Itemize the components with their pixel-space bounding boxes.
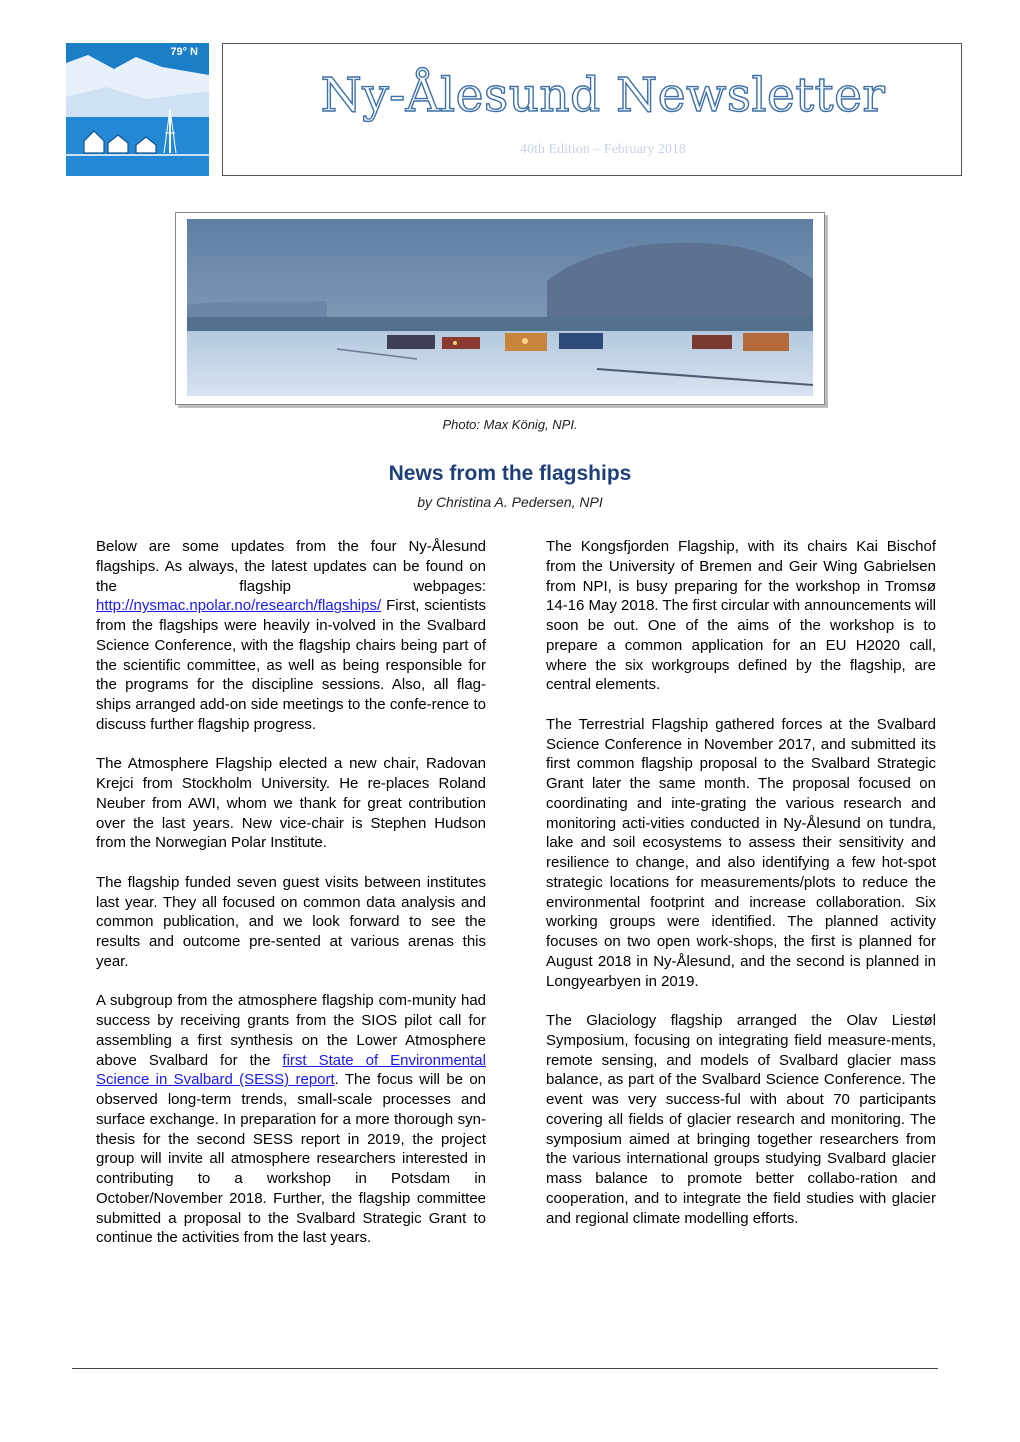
- right-column: [546, 537, 936, 1248]
- cover-photo: [187, 219, 813, 396]
- paragraph-text: . The focus will be on observed long-term trends, small-scale processes and surface exchange. In preparation for a more thorough syn-thesis for the second SESS report in 2019, the project group will invite all atmosphere researchers interested in contributing to a workshop in Potsdam in October/November 2018. Further, the flagship committee submitted a proposal to the Svalbard Strategic Grant to continue the activities from the last years.: [96, 1071, 486, 1247]
- photo-caption: Photo: Max König, NPI.: [442, 417, 578, 432]
- masthead-box: [222, 43, 962, 176]
- paragraph: [96, 991, 486, 1248]
- latitude-badge: 79° N: [170, 46, 198, 58]
- paragraph: The Glaciology flagship arranged the Olav Liestøl Symposium, focusing on integrating field measure-ments, remote sensing, and models of Svalbard glacier mass balance, as part of the Svalbard Science Conference. The event was very success-ful with about 70 participants covering all fields of glacier research and monitoring. The symposium aimed at bringing together researchers from the various international groups studying Svalbard glacier mass balance to promote better collabo-ration and cooperation, and to integrate the field studies with glacier and regional climate modelling efforts.: [546, 1012, 936, 1227]
- article-title: News from the flagships: [388, 462, 632, 485]
- newsletter-logo: [66, 43, 209, 176]
- footer-divider: [72, 1368, 938, 1369]
- newsletter-title: Ny-Ålesund Newsletter: [320, 68, 886, 123]
- logo-graphic: [66, 43, 209, 176]
- article-byline: by Christina A. Pedersen, NPI: [417, 494, 603, 510]
- paragraph: The Terrestrial Flagship gathered forces at the Svalbard Science Conference in November 2017, and submitted its first common flagship proposal to the Svalbard Strategic Grant later the same month. The proposal focused on coordinating and inte-grating the various research and monitoring acti-vities conducted in Ny-Ålesund on tundra, lake and soil ecosystems to assess their sensitivity and resilience to change, and also identifying a few hot-spot strategic locations for measurements/plots to reduce the environmental footprint and increase collaboration. Six working groups were identified. The planned activity focuses on two open work-shops, the first is planned for August 2018 in Ny-Ålesund, and the second is planned in Longyearbyen in 2019.: [546, 715, 936, 990]
- paragraph-text: A subgroup from the atmosphere flagship com-munity had success by receiving grants from the SIOS pilot call for assembling a first synthesis on the Lower Atmosphere above Svalbard for the: [96, 992, 486, 1069]
- cover-photo-frame: [175, 212, 825, 405]
- paragraph: The flagship funded seven guest visits between institutes last year. They all focused on common data analysis and common publication, and we look forward to see the results and outcome pre-sented at various arenas this year.: [96, 873, 486, 970]
- left-column: [96, 537, 486, 1268]
- paragraph-text: First, scientists from the flagships were heavily in-volved in the Svalbard Science Conference, with the flagship chairs being part of the scientific committee, as well as being responsible for the programs for the discipline sessions. Also, all flag-ships arranged add-on side meetings to the confe-rence to discuss further flagship progress.: [96, 597, 486, 733]
- flagships-webpage-link[interactable]: http://nysmac.npolar.no/research/flagships/: [96, 597, 382, 615]
- paragraph: The Atmosphere Flagship elected a new chair, Radovan Krejci from Stockholm University. He re-places Roland Neuber from AWI, whom we thank for great contribution over the last years. New vice-chair is Stephen Hudson from the Norwegian Polar Institute.: [96, 755, 486, 852]
- sess-report-link[interactable]: first State of Environmental Science in Svalbard (SESS) report: [96, 1051, 486, 1089]
- paragraph: [96, 537, 486, 735]
- paragraph-text: Below are some updates from the four Ny-Ålesund flagships. As always, the latest updates can be found on the flagship webpages:: [96, 538, 486, 595]
- edition-line: 40th Edition – February 2018: [520, 142, 686, 157]
- paragraph: The Kongsfjorden Flagship, with its chairs Kai Bischof from the University of Bremen and Geir Wing Gabrielsen from NPI, is busy preparing for the workshop in Tromsø 14-16 May 2018. The first circular with announcements will soon be out. One of the aims of the workshop is to prepare a common application for an EU H2020 call, where the six workgroups defined by the flagship, are central elements.: [546, 538, 936, 694]
